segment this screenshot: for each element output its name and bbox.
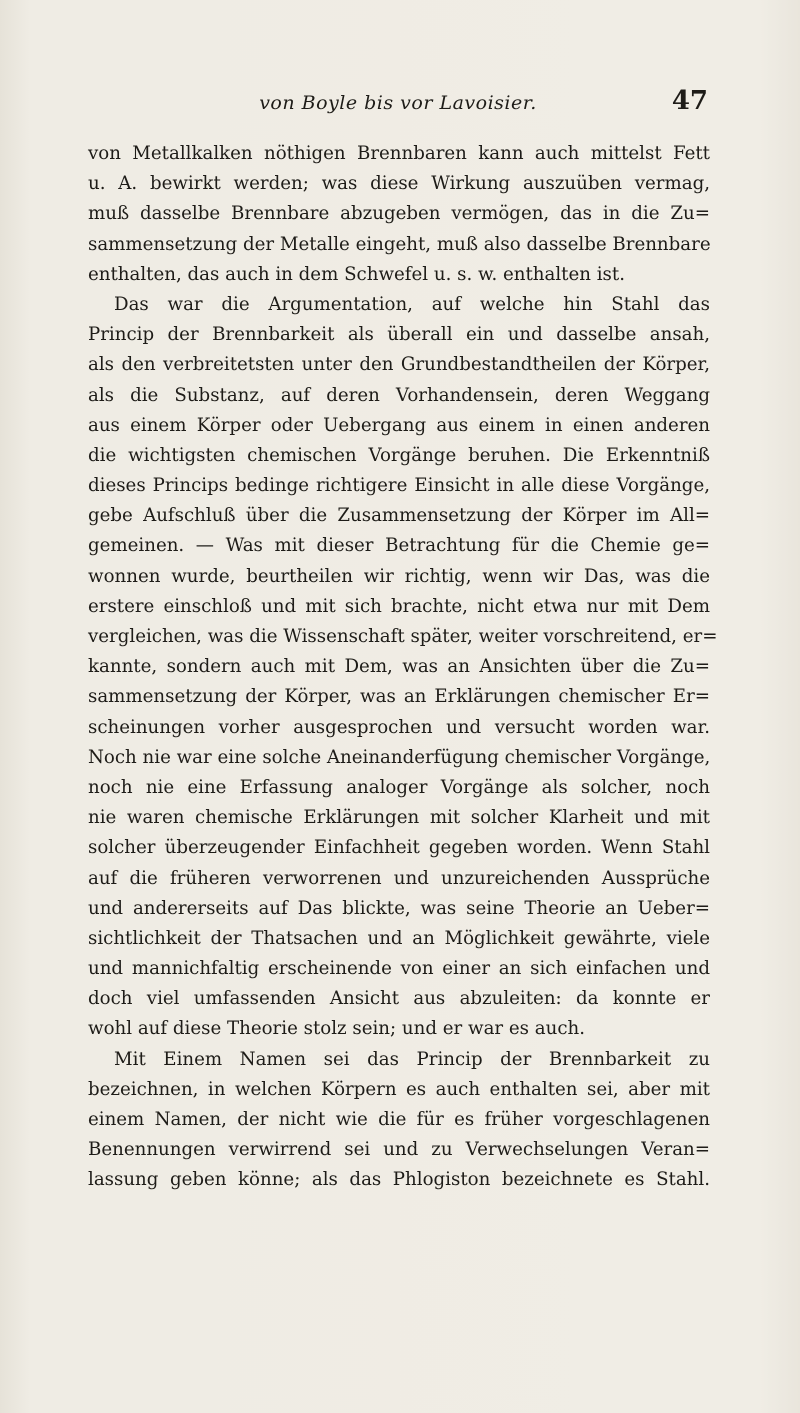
- text-line: aus einem Körper oder Uebergang aus einem in einen anderen: [88, 414, 710, 436]
- text-line: sammensetzung der Körper, was an Erklärungen chemischer Er=: [88, 686, 710, 708]
- page-header: [88, 86, 708, 128]
- text-line: u. A. bewirkt werden; was diese Wirkung auszuüben vermag,: [88, 173, 710, 195]
- text-line: nie waren chemische Erklärungen mit solcher Klarheit und mit: [88, 807, 710, 829]
- text-line: Mit Einem Namen sei das Princip der Brennbarkeit zu: [114, 1048, 710, 1070]
- text-line: gemeinen. — Was mit dieser Betrachtung für die Chemie ge=: [88, 535, 710, 557]
- body-text: [88, 139, 718, 1196]
- text-line: und mannichfaltig erscheinende von einer an sich einfachen und: [88, 958, 710, 980]
- text-line: vergleichen, was die Wissenschaft später, weiter vorschreitend, er=: [88, 626, 718, 647]
- text-line: von Metallkalken nöthigen Brennbaren kann auch mittelst Fett: [88, 143, 710, 164]
- text-line: erstere einschloß und mit sich brachte, nicht etwa nur mit Dem: [88, 595, 710, 617]
- text-line: dieses Princips bedinge richtigere Einsicht in alle diese Vorgänge,: [88, 475, 710, 497]
- page-number: 47: [671, 86, 708, 116]
- text-line: Noch nie war eine solche Aneinanderfügung chemischer Vorgänge,: [88, 746, 711, 768]
- text-line: kannte, sondern auch mit Dem, was an Ansichten über die Zu=: [88, 656, 710, 678]
- text-line: muß dasselbe Brennbare abzugeben vermögen, das in die Zu=: [88, 203, 710, 225]
- text-line: solcher überzeugender Einfachheit gegeben worden. Wenn Stahl: [88, 837, 710, 859]
- text-line: noch nie eine Erfassung analoger Vorgänge als solcher, noch: [88, 776, 710, 798]
- text-line: sichtlichkeit der Thatsachen und an Möglichkeit gewährte, viele: [88, 927, 710, 949]
- text-line: lassung geben könne; als das Phlogiston bezeichnete es Stahl.: [88, 1169, 710, 1191]
- text-line: wonnen wurde, beurtheilen wir richtig, wenn wir Das, was die: [88, 565, 710, 587]
- text-line: Das war die Argumentation, auf welche hin Stahl das: [114, 293, 710, 315]
- text-line: sammensetzung der Metalle eingeht, muß also dasselbe Brennbare: [88, 233, 711, 255]
- text-line: und andererseits auf Das blickte, was seine Theorie an Ueber=: [88, 897, 710, 919]
- text-line: doch viel umfassenden Ansicht aus abzuleiten: da konnte er: [88, 988, 710, 1010]
- text-line: bezeichnen, in welchen Körpern es auch enthalten sei, aber mit: [88, 1078, 710, 1100]
- text-line: als die Substanz, auf deren Vorhandensein, deren Weggang: [88, 384, 710, 406]
- text-line: scheinungen vorher ausgesprochen und versucht worden war.: [88, 716, 710, 738]
- text-line: als den verbreitetsten unter den Grundbestandtheilen der Körper,: [88, 354, 710, 376]
- text-line: wohl auf diese Theorie stolz sein; und er war es auch.: [88, 1018, 586, 1040]
- text-line: Princip der Brennbarkeit als überall ein und dasselbe ansah,: [88, 324, 710, 346]
- running-title: von Boyle bis vor Lavoisier.: [259, 92, 537, 114]
- text-line: Benennungen verwirrend sei und zu Verwechselungen Veran=: [88, 1139, 710, 1161]
- text-line: enthalten, das auch in dem Schwefel u. s. w. enthalten ist.: [88, 263, 625, 285]
- text-line: auf die früheren verworrenen und unzureichenden Aussprüche: [88, 867, 710, 889]
- text-line: einem Namen, der nicht wie die für es früher vorgeschlagenen: [88, 1109, 710, 1130]
- text-line: gebe Aufschluß über die Zusammensetzung der Körper im All=: [88, 505, 710, 527]
- text-line: die wichtigsten chemischen Vorgänge beruhen. Die Erkenntniß: [88, 444, 710, 466]
